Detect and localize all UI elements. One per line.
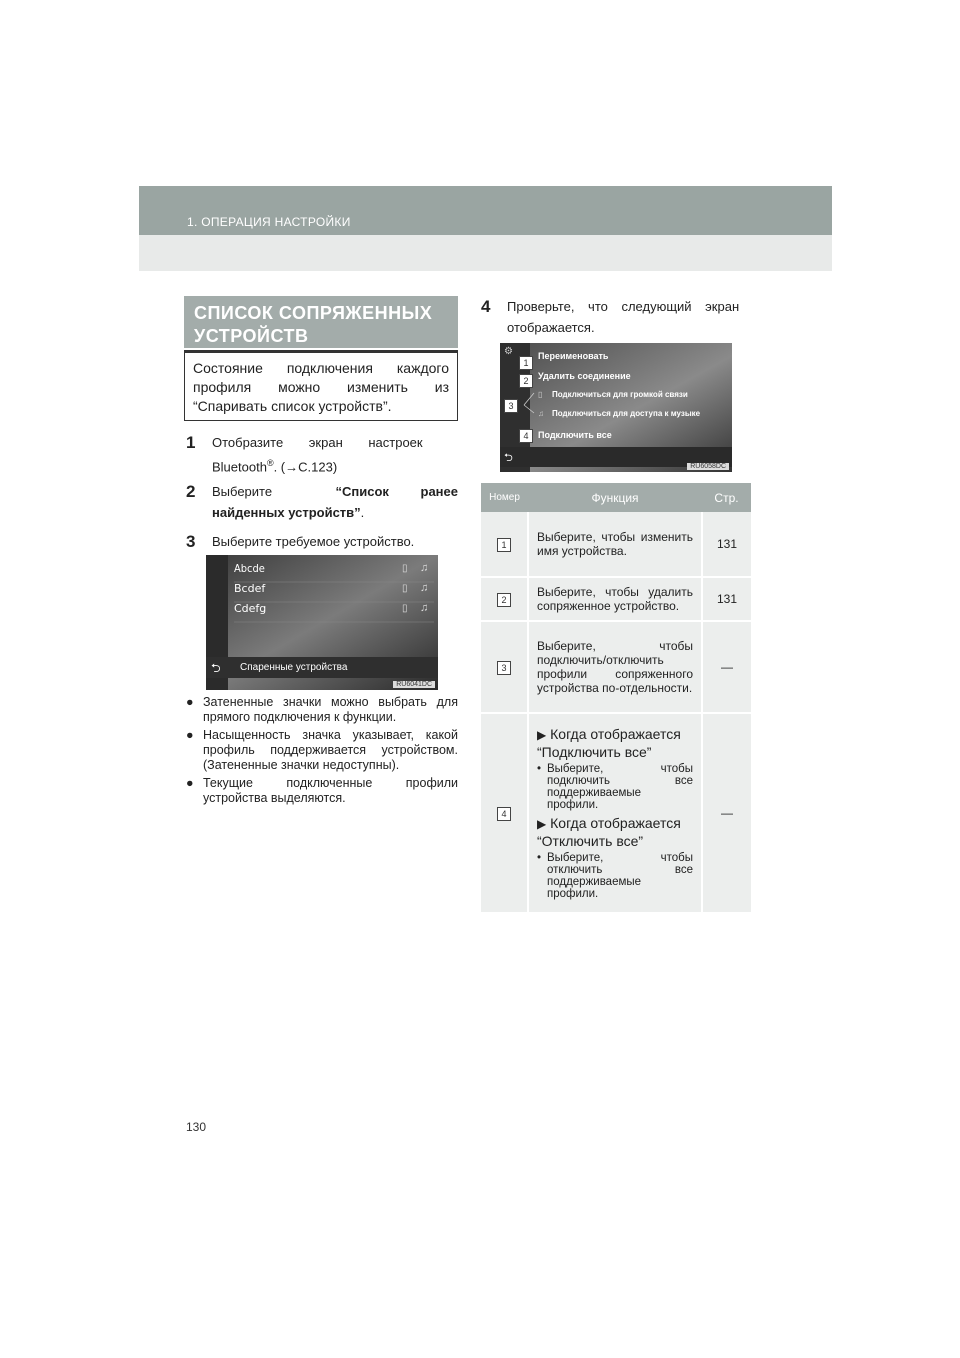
sub-bullet: • Выберите, чтобы подключить все поддерживаемые профили. (537, 763, 693, 811)
step-text (212, 453, 458, 477)
function-text: Выберите, чтобы подключить/отключить профили сопряженного устройства по-отдельности. (537, 639, 693, 695)
section-title-line: УСТРОЙСТВ (194, 326, 309, 346)
registered-mark: ® (266, 458, 274, 468)
bullet-text: Затененные значки можно выбрать для прямого подключения к функции. (203, 695, 458, 724)
function-table (481, 483, 751, 914)
step-text-part: Отобразите экран настроек (212, 435, 423, 450)
table-row (481, 512, 751, 577)
marker-4: 4 (519, 429, 533, 443)
screen-background (500, 343, 732, 472)
image-code: RU6058DC (687, 463, 729, 470)
subheading (537, 815, 693, 850)
chapter-header-bar (139, 186, 832, 235)
music-icon[interactable]: ♫ (420, 582, 429, 594)
marker-3: 3 (504, 399, 518, 413)
number-marker: 4 (497, 807, 511, 821)
step-text: отображается. (507, 320, 595, 335)
music-icon: ♫ (538, 409, 544, 418)
triangle-icon: ▶ (537, 817, 547, 831)
step-number: 3 (186, 532, 196, 551)
step-text (212, 432, 458, 453)
option-handsfree[interactable]: Подключиться для громкой связи (552, 390, 688, 399)
page-ref: . (→С.123) (273, 459, 338, 475)
screen-footer-label: Спаренные устройства (240, 662, 348, 673)
section-note (184, 353, 458, 421)
music-icon[interactable]: ♫ (420, 602, 429, 614)
bullet-item: ● Насыщенность значка указывает, какой профиль поддерживается устройством. (Затененные значки недоступны). (186, 728, 458, 772)
device-name[interactable]: Cdefg (234, 602, 267, 615)
page-number: 130 (186, 1120, 207, 1134)
bullet-item: ● Затененные значки можно выбрать для прямого подключения к функции. (186, 695, 458, 724)
step-text-part: Выберите (212, 484, 273, 499)
page-ref: 131 (702, 577, 751, 621)
page-ref: — (702, 713, 751, 913)
section-title-line: СПИСОК СОПРЯЖЕННЫХ (194, 303, 433, 323)
note-line: профиля можно изменить из (193, 379, 449, 395)
step-number: 1 (186, 433, 196, 452)
marker-1: 1 (519, 356, 533, 370)
note-line: Состояние подключения каждого (193, 360, 449, 376)
subheading-text: Когда отображается “Отключить все” (537, 815, 681, 849)
page-ref: 131 (702, 512, 751, 577)
chapter-header (139, 186, 832, 271)
step-4 (481, 296, 751, 340)
back-icon[interactable]: ⮌ (504, 452, 513, 464)
function-text: Выберите, чтобы удалить сопряженное устройство. (537, 585, 693, 613)
sub-bullet-text: Выберите, чтобы отключить все поддерживаемые профили. (547, 852, 693, 900)
section-box (184, 296, 458, 421)
step-1 (186, 432, 458, 476)
phone-icon: ▯ (538, 390, 543, 399)
chapter-title: 1. ОПЕРАЦИЯ НАСТРОЙКИ (187, 215, 351, 229)
option-connect-all[interactable]: Подключить все (538, 430, 612, 440)
number-marker: 2 (497, 593, 511, 607)
sub-bullet-text: Выберите, чтобы подключить все поддерживаемые профили. (547, 763, 693, 811)
table-row (481, 713, 751, 913)
table-header-row (481, 483, 751, 512)
table-row (481, 621, 751, 713)
phone-icon[interactable]: ▯ (402, 563, 408, 574)
column-header: Номер (481, 483, 528, 512)
device-list-screenshot (206, 555, 438, 690)
subheading-text: Когда отображается “Подключить все” (537, 726, 681, 760)
device-options-screenshot (500, 343, 732, 472)
bullet-text: Насыщенность значка указывает, какой профиль поддерживается устройством. (Затененные значки недоступны). (203, 728, 458, 772)
triangle-icon: ▶ (537, 728, 547, 742)
sub-bullet: • Выберите, чтобы отключить все поддерживаемые профили. (537, 852, 693, 900)
settings-icon: ⚙ (504, 346, 513, 357)
back-icon[interactable]: ⮌ (211, 661, 221, 675)
music-icon[interactable]: ♫ (420, 562, 429, 574)
step-2 (186, 481, 458, 525)
bullet-item: ● Текущие подключенные профили устройства выделяются. (186, 776, 458, 805)
step-text-part: . (360, 505, 365, 520)
number-marker: 1 (497, 538, 511, 552)
column-header: Стр. (702, 483, 751, 512)
option-delete[interactable]: Удалить соединение (538, 371, 631, 381)
number-marker: 3 (497, 661, 511, 675)
step-text: Выберите требуемое устройство. (212, 534, 415, 549)
subheading (537, 726, 693, 761)
marker-2: 2 (519, 374, 533, 388)
step-bold-text: найденных устройств” (212, 505, 361, 520)
table-row (481, 577, 751, 621)
step-text: Проверьте, что следующий экран (507, 299, 740, 314)
step-number: 2 (186, 482, 196, 501)
page-ref: — (702, 621, 751, 713)
option-rename[interactable]: Переименовать (538, 351, 609, 361)
step-text-part: Bluetooth (212, 459, 267, 475)
image-code: RU6041DC (393, 681, 435, 688)
phone-icon[interactable]: ▯ (402, 583, 408, 594)
section-title (184, 296, 458, 348)
column-header: Функция (528, 483, 702, 512)
note-line: “Спаривать список устройств”. (193, 398, 392, 414)
step-number: 4 (481, 297, 491, 316)
function-text: Выберите, чтобы изменить имя устройства. (537, 530, 693, 558)
step-3 (186, 531, 458, 553)
bullet-text: Текущие подключенные профили устройства выделяются. (203, 776, 458, 805)
device-name[interactable]: Abcde (234, 562, 265, 575)
device-name[interactable]: Bcdef (234, 582, 266, 595)
step-bold-text: “Список ранее (335, 484, 458, 499)
phone-icon[interactable]: ▯ (402, 603, 408, 614)
option-music[interactable]: Подключиться для доступа к музыке (552, 409, 701, 418)
